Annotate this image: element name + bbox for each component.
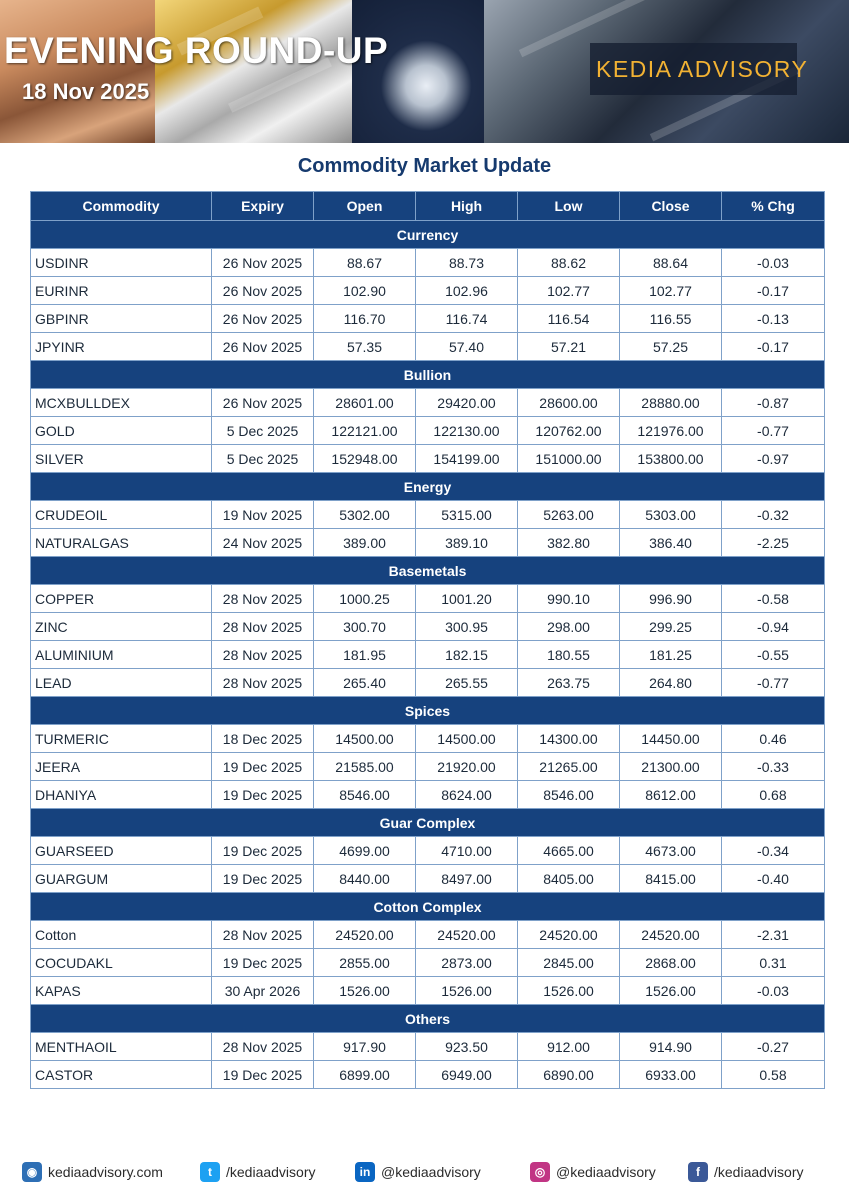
commodity-name: CRUDEOIL	[31, 501, 212, 529]
table-cell: 19 Nov 2025	[212, 501, 314, 529]
table-cell: 0.58	[722, 1061, 825, 1089]
table-cell: 88.64	[620, 249, 722, 277]
commodity-name: ALUMINIUM	[31, 641, 212, 669]
table-cell: 102.90	[314, 277, 416, 305]
table-cell: 122130.00	[416, 417, 518, 445]
table-cell: 102.77	[620, 277, 722, 305]
table-cell: 389.10	[416, 529, 518, 557]
table-cell: 57.40	[416, 333, 518, 361]
table-cell: 19 Dec 2025	[212, 781, 314, 809]
table-cell: 102.96	[416, 277, 518, 305]
table-cell: 1526.00	[518, 977, 620, 1005]
table-cell: 5315.00	[416, 501, 518, 529]
table-cell: -0.94	[722, 613, 825, 641]
table-cell: 181.25	[620, 641, 722, 669]
category-label: Basemetals	[31, 557, 825, 585]
footer-link[interactable]	[200, 1158, 316, 1186]
table-cell: 182.15	[416, 641, 518, 669]
category-label: Cotton Complex	[31, 893, 825, 921]
category-label: Spices	[31, 697, 825, 725]
table-cell: -0.34	[722, 837, 825, 865]
table-cell: 88.62	[518, 249, 620, 277]
table-cell: 26 Nov 2025	[212, 249, 314, 277]
table-cell: 57.21	[518, 333, 620, 361]
table-cell: 28 Nov 2025	[212, 613, 314, 641]
table-cell: 116.74	[416, 305, 518, 333]
commodity-name: MENTHAOIL	[31, 1033, 212, 1061]
table-cell: 24520.00	[314, 921, 416, 949]
table-cell: 24 Nov 2025	[212, 529, 314, 557]
table-cell: 2873.00	[416, 949, 518, 977]
table-row	[31, 389, 825, 417]
footer-link-label: @kediaadvisory	[556, 1164, 656, 1180]
table-cell: 18 Dec 2025	[212, 725, 314, 753]
table-cell: 57.25	[620, 333, 722, 361]
table-cell: 8440.00	[314, 865, 416, 893]
table-cell: -0.77	[722, 417, 825, 445]
category-label: Energy	[31, 473, 825, 501]
table-cell: 265.40	[314, 669, 416, 697]
table-header-row	[31, 192, 825, 221]
table-cell: 28880.00	[620, 389, 722, 417]
table-cell: 4665.00	[518, 837, 620, 865]
table-cell: 923.50	[416, 1033, 518, 1061]
footer-link-label: /kediaadvisory	[226, 1164, 316, 1180]
table-cell: 1001.20	[416, 585, 518, 613]
table-cell: 5303.00	[620, 501, 722, 529]
table-cell: -0.17	[722, 277, 825, 305]
table-row	[31, 1061, 825, 1089]
table-cell: -0.97	[722, 445, 825, 473]
column-header: Close	[620, 192, 722, 221]
table-cell: -2.25	[722, 529, 825, 557]
footer-links	[0, 1158, 849, 1188]
table-cell: 26 Nov 2025	[212, 333, 314, 361]
table-row	[31, 865, 825, 893]
table-cell: 6899.00	[314, 1061, 416, 1089]
column-header: Open	[314, 192, 416, 221]
table-cell: 8415.00	[620, 865, 722, 893]
table-cell: 88.73	[416, 249, 518, 277]
category-row	[31, 893, 825, 921]
commodity-table	[30, 191, 825, 1089]
table-cell: 30 Apr 2026	[212, 977, 314, 1005]
table-cell: 2855.00	[314, 949, 416, 977]
table-cell: 6949.00	[416, 1061, 518, 1089]
table-cell: 19 Dec 2025	[212, 1061, 314, 1089]
table-cell: 1526.00	[416, 977, 518, 1005]
table-cell: 116.55	[620, 305, 722, 333]
table-cell: 4710.00	[416, 837, 518, 865]
column-header: % Chg	[722, 192, 825, 221]
table-cell: 299.25	[620, 613, 722, 641]
table-cell: 151000.00	[518, 445, 620, 473]
table-cell: 300.70	[314, 613, 416, 641]
table-cell: 14500.00	[416, 725, 518, 753]
table-cell: 8546.00	[314, 781, 416, 809]
commodity-name: LEAD	[31, 669, 212, 697]
table-cell: 8405.00	[518, 865, 620, 893]
category-row	[31, 473, 825, 501]
table-cell: 28 Nov 2025	[212, 921, 314, 949]
table-row	[31, 501, 825, 529]
column-header: Low	[518, 192, 620, 221]
column-header: Expiry	[212, 192, 314, 221]
category-label: Others	[31, 1005, 825, 1033]
table-cell: -0.03	[722, 977, 825, 1005]
table-cell: 21920.00	[416, 753, 518, 781]
table-cell: 102.77	[518, 277, 620, 305]
table-cell: 26 Nov 2025	[212, 389, 314, 417]
column-header: High	[416, 192, 518, 221]
commodity-name: GUARGUM	[31, 865, 212, 893]
table-cell: 21585.00	[314, 753, 416, 781]
table-cell: 5302.00	[314, 501, 416, 529]
table-body	[31, 221, 825, 1089]
table-row	[31, 417, 825, 445]
commodity-name: GBPINR	[31, 305, 212, 333]
instagram-icon: ◎	[530, 1162, 550, 1182]
footer-link[interactable]	[688, 1158, 804, 1186]
table-cell: 19 Dec 2025	[212, 949, 314, 977]
table-cell: 2845.00	[518, 949, 620, 977]
commodity-name: DHANIYA	[31, 781, 212, 809]
table-row	[31, 585, 825, 613]
commodity-name: CASTOR	[31, 1061, 212, 1089]
table-row	[31, 445, 825, 473]
table-row	[31, 333, 825, 361]
commodity-name: EURINR	[31, 277, 212, 305]
category-row	[31, 809, 825, 837]
table-cell: 8497.00	[416, 865, 518, 893]
table-cell: 917.90	[314, 1033, 416, 1061]
facebook-icon: f	[688, 1162, 708, 1182]
category-label: Currency	[31, 221, 825, 249]
table-cell: 120762.00	[518, 417, 620, 445]
table-cell: 8624.00	[416, 781, 518, 809]
table-cell: -2.31	[722, 921, 825, 949]
table-cell: -0.87	[722, 389, 825, 417]
table-cell: 263.75	[518, 669, 620, 697]
table-cell: -0.17	[722, 333, 825, 361]
brand-name: KEDIA ADVISORY	[596, 56, 809, 82]
table-cell: 153800.00	[620, 445, 722, 473]
table-row	[31, 781, 825, 809]
table-row	[31, 949, 825, 977]
linkedin-icon: in	[355, 1162, 375, 1182]
table-cell: 28 Nov 2025	[212, 641, 314, 669]
table-cell: 29420.00	[416, 389, 518, 417]
footer-link-label: @kediaadvisory	[381, 1164, 481, 1180]
table-row	[31, 641, 825, 669]
table-row	[31, 753, 825, 781]
table-cell: 5 Dec 2025	[212, 445, 314, 473]
table-row	[31, 669, 825, 697]
table-cell: 6890.00	[518, 1061, 620, 1089]
table-cell: 122121.00	[314, 417, 416, 445]
table-row	[31, 529, 825, 557]
table-row	[31, 277, 825, 305]
table-cell: 28 Nov 2025	[212, 585, 314, 613]
table-cell: 389.00	[314, 529, 416, 557]
commodity-name: JEERA	[31, 753, 212, 781]
table-cell: 21300.00	[620, 753, 722, 781]
commodity-name: Cotton	[31, 921, 212, 949]
commodity-name: MCXBULLDEX	[31, 389, 212, 417]
category-row	[31, 697, 825, 725]
table-cell: 996.90	[620, 585, 722, 613]
table-cell: 180.55	[518, 641, 620, 669]
table-row	[31, 305, 825, 333]
table-row	[31, 837, 825, 865]
commodity-name: KAPAS	[31, 977, 212, 1005]
footer-link-label: kediaadvisory.com	[48, 1164, 163, 1180]
table-cell: -0.13	[722, 305, 825, 333]
commodity-name: TURMERIC	[31, 725, 212, 753]
table-cell: 14500.00	[314, 725, 416, 753]
commodity-name: NATURALGAS	[31, 529, 212, 557]
table-row	[31, 613, 825, 641]
table-cell: 28 Nov 2025	[212, 1033, 314, 1061]
twitter-icon: t	[200, 1162, 220, 1182]
table-cell: 382.80	[518, 529, 620, 557]
table-cell: -0.33	[722, 753, 825, 781]
table-cell: 5 Dec 2025	[212, 417, 314, 445]
table-cell: 26 Nov 2025	[212, 305, 314, 333]
table-row	[31, 249, 825, 277]
table-cell: 24520.00	[620, 921, 722, 949]
header-banner	[0, 0, 849, 143]
table-cell: 121976.00	[620, 417, 722, 445]
page-title: EVENING ROUND-UP	[4, 30, 389, 71]
table-cell: 24520.00	[518, 921, 620, 949]
table-cell: -0.27	[722, 1033, 825, 1061]
table-cell: 2868.00	[620, 949, 722, 977]
table-cell: 1526.00	[314, 977, 416, 1005]
commodity-name: GOLD	[31, 417, 212, 445]
column-header: Commodity	[31, 192, 212, 221]
commodity-name: COPPER	[31, 585, 212, 613]
category-row	[31, 557, 825, 585]
brand-logo	[590, 43, 809, 95]
table-row	[31, 1033, 825, 1061]
table-cell: 265.55	[416, 669, 518, 697]
table-cell: 28601.00	[314, 389, 416, 417]
table-row	[31, 977, 825, 1005]
commodity-name: SILVER	[31, 445, 212, 473]
footer-link[interactable]	[22, 1158, 163, 1186]
table-cell: 154199.00	[416, 445, 518, 473]
table-cell: 28600.00	[518, 389, 620, 417]
footer-link[interactable]	[355, 1158, 481, 1186]
table-cell: 298.00	[518, 613, 620, 641]
table-cell: 21265.00	[518, 753, 620, 781]
table-cell: 57.35	[314, 333, 416, 361]
table-cell: 264.80	[620, 669, 722, 697]
category-label: Guar Complex	[31, 809, 825, 837]
table-cell: 386.40	[620, 529, 722, 557]
table-cell: 26 Nov 2025	[212, 277, 314, 305]
table-cell: 19 Dec 2025	[212, 753, 314, 781]
table-cell: 1526.00	[620, 977, 722, 1005]
commodity-name: JPYINR	[31, 333, 212, 361]
table-cell: 4699.00	[314, 837, 416, 865]
commodity-name: GUARSEED	[31, 837, 212, 865]
category-row	[31, 1005, 825, 1033]
table-cell: -0.03	[722, 249, 825, 277]
commodity-name: USDINR	[31, 249, 212, 277]
table-cell: 152948.00	[314, 445, 416, 473]
table-cell: -0.77	[722, 669, 825, 697]
table-cell: 6933.00	[620, 1061, 722, 1089]
table-cell: 912.00	[518, 1033, 620, 1061]
globe-icon: ◉	[22, 1162, 42, 1182]
table-cell: 5263.00	[518, 501, 620, 529]
table-row	[31, 725, 825, 753]
table-cell: -0.58	[722, 585, 825, 613]
table-cell: 8546.00	[518, 781, 620, 809]
table-cell: 181.95	[314, 641, 416, 669]
table-cell: 88.67	[314, 249, 416, 277]
footer-link-label: /kediaadvisory	[714, 1164, 804, 1180]
table-cell: 19 Dec 2025	[212, 837, 314, 865]
table-cell: -0.40	[722, 865, 825, 893]
table-cell: 19 Dec 2025	[212, 865, 314, 893]
category-label: Bullion	[31, 361, 825, 389]
table-cell: 0.31	[722, 949, 825, 977]
commodity-name: COCUDAKL	[31, 949, 212, 977]
table-cell: 14300.00	[518, 725, 620, 753]
commodity-name: ZINC	[31, 613, 212, 641]
table-cell: 0.46	[722, 725, 825, 753]
table-cell: 914.90	[620, 1033, 722, 1061]
table-cell: 990.10	[518, 585, 620, 613]
table-cell: 24520.00	[416, 921, 518, 949]
table-cell: -0.32	[722, 501, 825, 529]
table-row	[31, 921, 825, 949]
category-row	[31, 221, 825, 249]
report-date: 18 Nov 2025	[22, 79, 150, 104]
footer-link[interactable]	[530, 1158, 656, 1186]
table-cell: 300.95	[416, 613, 518, 641]
table-cell: -0.55	[722, 641, 825, 669]
category-row	[31, 361, 825, 389]
table-cell: 8612.00	[620, 781, 722, 809]
table-cell: 14450.00	[620, 725, 722, 753]
table-cell: 0.68	[722, 781, 825, 809]
section-heading: Commodity Market Update	[297, 155, 552, 177]
table-cell: 116.70	[314, 305, 416, 333]
table-cell: 1000.25	[314, 585, 416, 613]
table-cell: 28 Nov 2025	[212, 669, 314, 697]
table-cell: 4673.00	[620, 837, 722, 865]
table-cell: 116.54	[518, 305, 620, 333]
